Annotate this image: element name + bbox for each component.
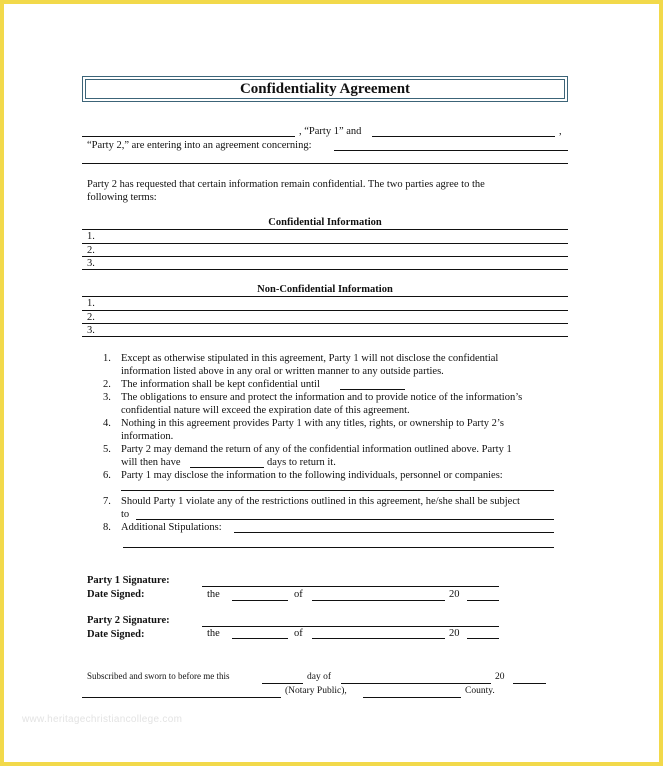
term-4-number: 4. bbox=[103, 418, 111, 429]
confidential-top-line bbox=[82, 229, 568, 230]
party2-signature-label: Party 2 Signature: bbox=[87, 615, 170, 626]
confidential-line-1[interactable] bbox=[82, 243, 568, 244]
term-5-line2b: days to return it. bbox=[267, 457, 336, 468]
term-2-number: 2. bbox=[103, 379, 111, 390]
term-7-line1: Should Party 1 violate any of the restrictions outlined in this agreement, he/she shall be subject bbox=[121, 496, 520, 507]
request-text-line1: Party 2 has requested that certain information remain confidential. The two parties agree to the bbox=[87, 179, 485, 190]
party2-the-text: the bbox=[207, 628, 220, 639]
party2-of-text: of bbox=[294, 628, 303, 639]
request-text-line2: following terms: bbox=[87, 192, 157, 203]
party2-month-line[interactable] bbox=[312, 638, 445, 639]
party1-year-line[interactable] bbox=[467, 600, 499, 601]
non-confidential-item-1: 1. bbox=[87, 298, 95, 309]
term-5-line2a: will then have bbox=[121, 457, 181, 468]
confidential-heading: Confidential Information bbox=[268, 217, 382, 228]
notary-month-line[interactable] bbox=[341, 683, 491, 684]
non-confidential-line-3[interactable] bbox=[82, 336, 568, 337]
confidential-item-2: 2. bbox=[87, 245, 95, 256]
confidential-until-line[interactable] bbox=[340, 389, 405, 390]
term-1-line1: Except as otherwise stipulated in this agreement, Party 1 will not disclose the confidential bbox=[121, 353, 499, 364]
title-box bbox=[82, 76, 568, 102]
term-4-line2: information. bbox=[121, 431, 174, 442]
notary-day-of-text: day of bbox=[307, 672, 332, 682]
document-page bbox=[4, 4, 659, 762]
party2-intro-text: “Party 2,” are entering into an agreement concerning: bbox=[87, 140, 312, 151]
term-1-number: 1. bbox=[103, 353, 111, 364]
party1-label: , “Party 1” and bbox=[299, 126, 362, 137]
party1-month-line[interactable] bbox=[312, 600, 445, 601]
agreement-subject-line-2[interactable] bbox=[82, 163, 568, 164]
term-8-line1: Additional Stipulations: bbox=[121, 522, 222, 533]
party2-name-line[interactable] bbox=[372, 136, 555, 137]
non-confidential-line-1[interactable] bbox=[82, 310, 568, 311]
violation-penalty-line[interactable] bbox=[136, 519, 554, 520]
term-4-line1: Nothing in this agreement provides Party 1 with any titles, rights, or ownership to Party 2’s bbox=[121, 418, 504, 429]
document-title: Confidentiality Agreement bbox=[239, 80, 411, 97]
term-1-line2: information listed above in any oral or written manner to any outside parties. bbox=[121, 366, 444, 377]
party1-day-line[interactable] bbox=[232, 600, 288, 601]
party1-signature-label: Party 1 Signature: bbox=[87, 575, 170, 586]
party1-date-label: Date Signed: bbox=[87, 589, 145, 600]
non-confidential-heading: Non-Confidential Information bbox=[257, 284, 393, 295]
party1-the-text: the bbox=[207, 589, 220, 600]
term-8-number: 8. bbox=[103, 522, 111, 533]
confidential-item-1: 1. bbox=[87, 231, 95, 242]
confidential-line-2[interactable] bbox=[82, 256, 568, 257]
return-days-line[interactable] bbox=[190, 467, 264, 468]
term-5-number: 5. bbox=[103, 444, 111, 455]
party2-year-text: 20 bbox=[449, 628, 460, 639]
term-2-line1: The information shall be kept confidential until bbox=[121, 379, 320, 390]
notary-subscribed-text: Subscribed and sworn to before me this bbox=[87, 671, 230, 681]
term-3-number: 3. bbox=[103, 392, 111, 403]
non-confidential-item-3: 3. bbox=[87, 325, 95, 336]
party2-date-label: Date Signed: bbox=[87, 629, 145, 640]
party1-year-text: 20 bbox=[449, 589, 460, 600]
notary-year-text: 20 bbox=[495, 672, 505, 682]
intro-comma: , bbox=[559, 126, 562, 137]
notary-public-text: (Notary Public), bbox=[285, 686, 347, 696]
confidential-line-3[interactable] bbox=[82, 269, 568, 270]
title-inner-box bbox=[85, 79, 565, 99]
disclosure-recipients-line[interactable] bbox=[121, 490, 554, 491]
term-7-number: 7. bbox=[103, 496, 111, 507]
agreement-subject-line[interactable] bbox=[334, 150, 568, 151]
notary-day-line[interactable] bbox=[262, 683, 303, 684]
stipulations-line-2[interactable] bbox=[123, 547, 554, 548]
party1-of-text: of bbox=[294, 589, 303, 600]
watermark-text: www.heritagechristiancollege.com bbox=[22, 714, 183, 725]
notary-year-line[interactable] bbox=[513, 683, 546, 684]
party1-signature-line[interactable] bbox=[202, 586, 499, 587]
party2-year-line[interactable] bbox=[467, 638, 499, 639]
term-6-number: 6. bbox=[103, 470, 111, 481]
term-3-line1: The obligations to ensure and protect the information and to provide notice of the information’s bbox=[121, 392, 523, 403]
stipulations-line-1[interactable] bbox=[234, 532, 554, 533]
non-confidential-line-2[interactable] bbox=[82, 323, 568, 324]
confidential-item-3: 3. bbox=[87, 258, 95, 269]
notary-county-line[interactable] bbox=[363, 697, 461, 698]
term-5-line1: Party 2 may demand the return of any of the confidential information outlined above. Party 1 bbox=[121, 444, 512, 455]
term-3-line2: confidential nature will exceed the expiration date of this agreement. bbox=[121, 405, 410, 416]
party2-day-line[interactable] bbox=[232, 638, 288, 639]
notary-county-text: County. bbox=[465, 686, 495, 696]
notary-name-line[interactable] bbox=[82, 697, 281, 698]
non-confidential-item-2: 2. bbox=[87, 312, 95, 323]
term-6-line1: Party 1 may disclose the information to the following individuals, personnel or companies: bbox=[121, 470, 503, 481]
party1-name-line[interactable] bbox=[82, 136, 295, 137]
non-confidential-top-line bbox=[82, 296, 568, 297]
term-7-line2: to bbox=[121, 509, 130, 520]
